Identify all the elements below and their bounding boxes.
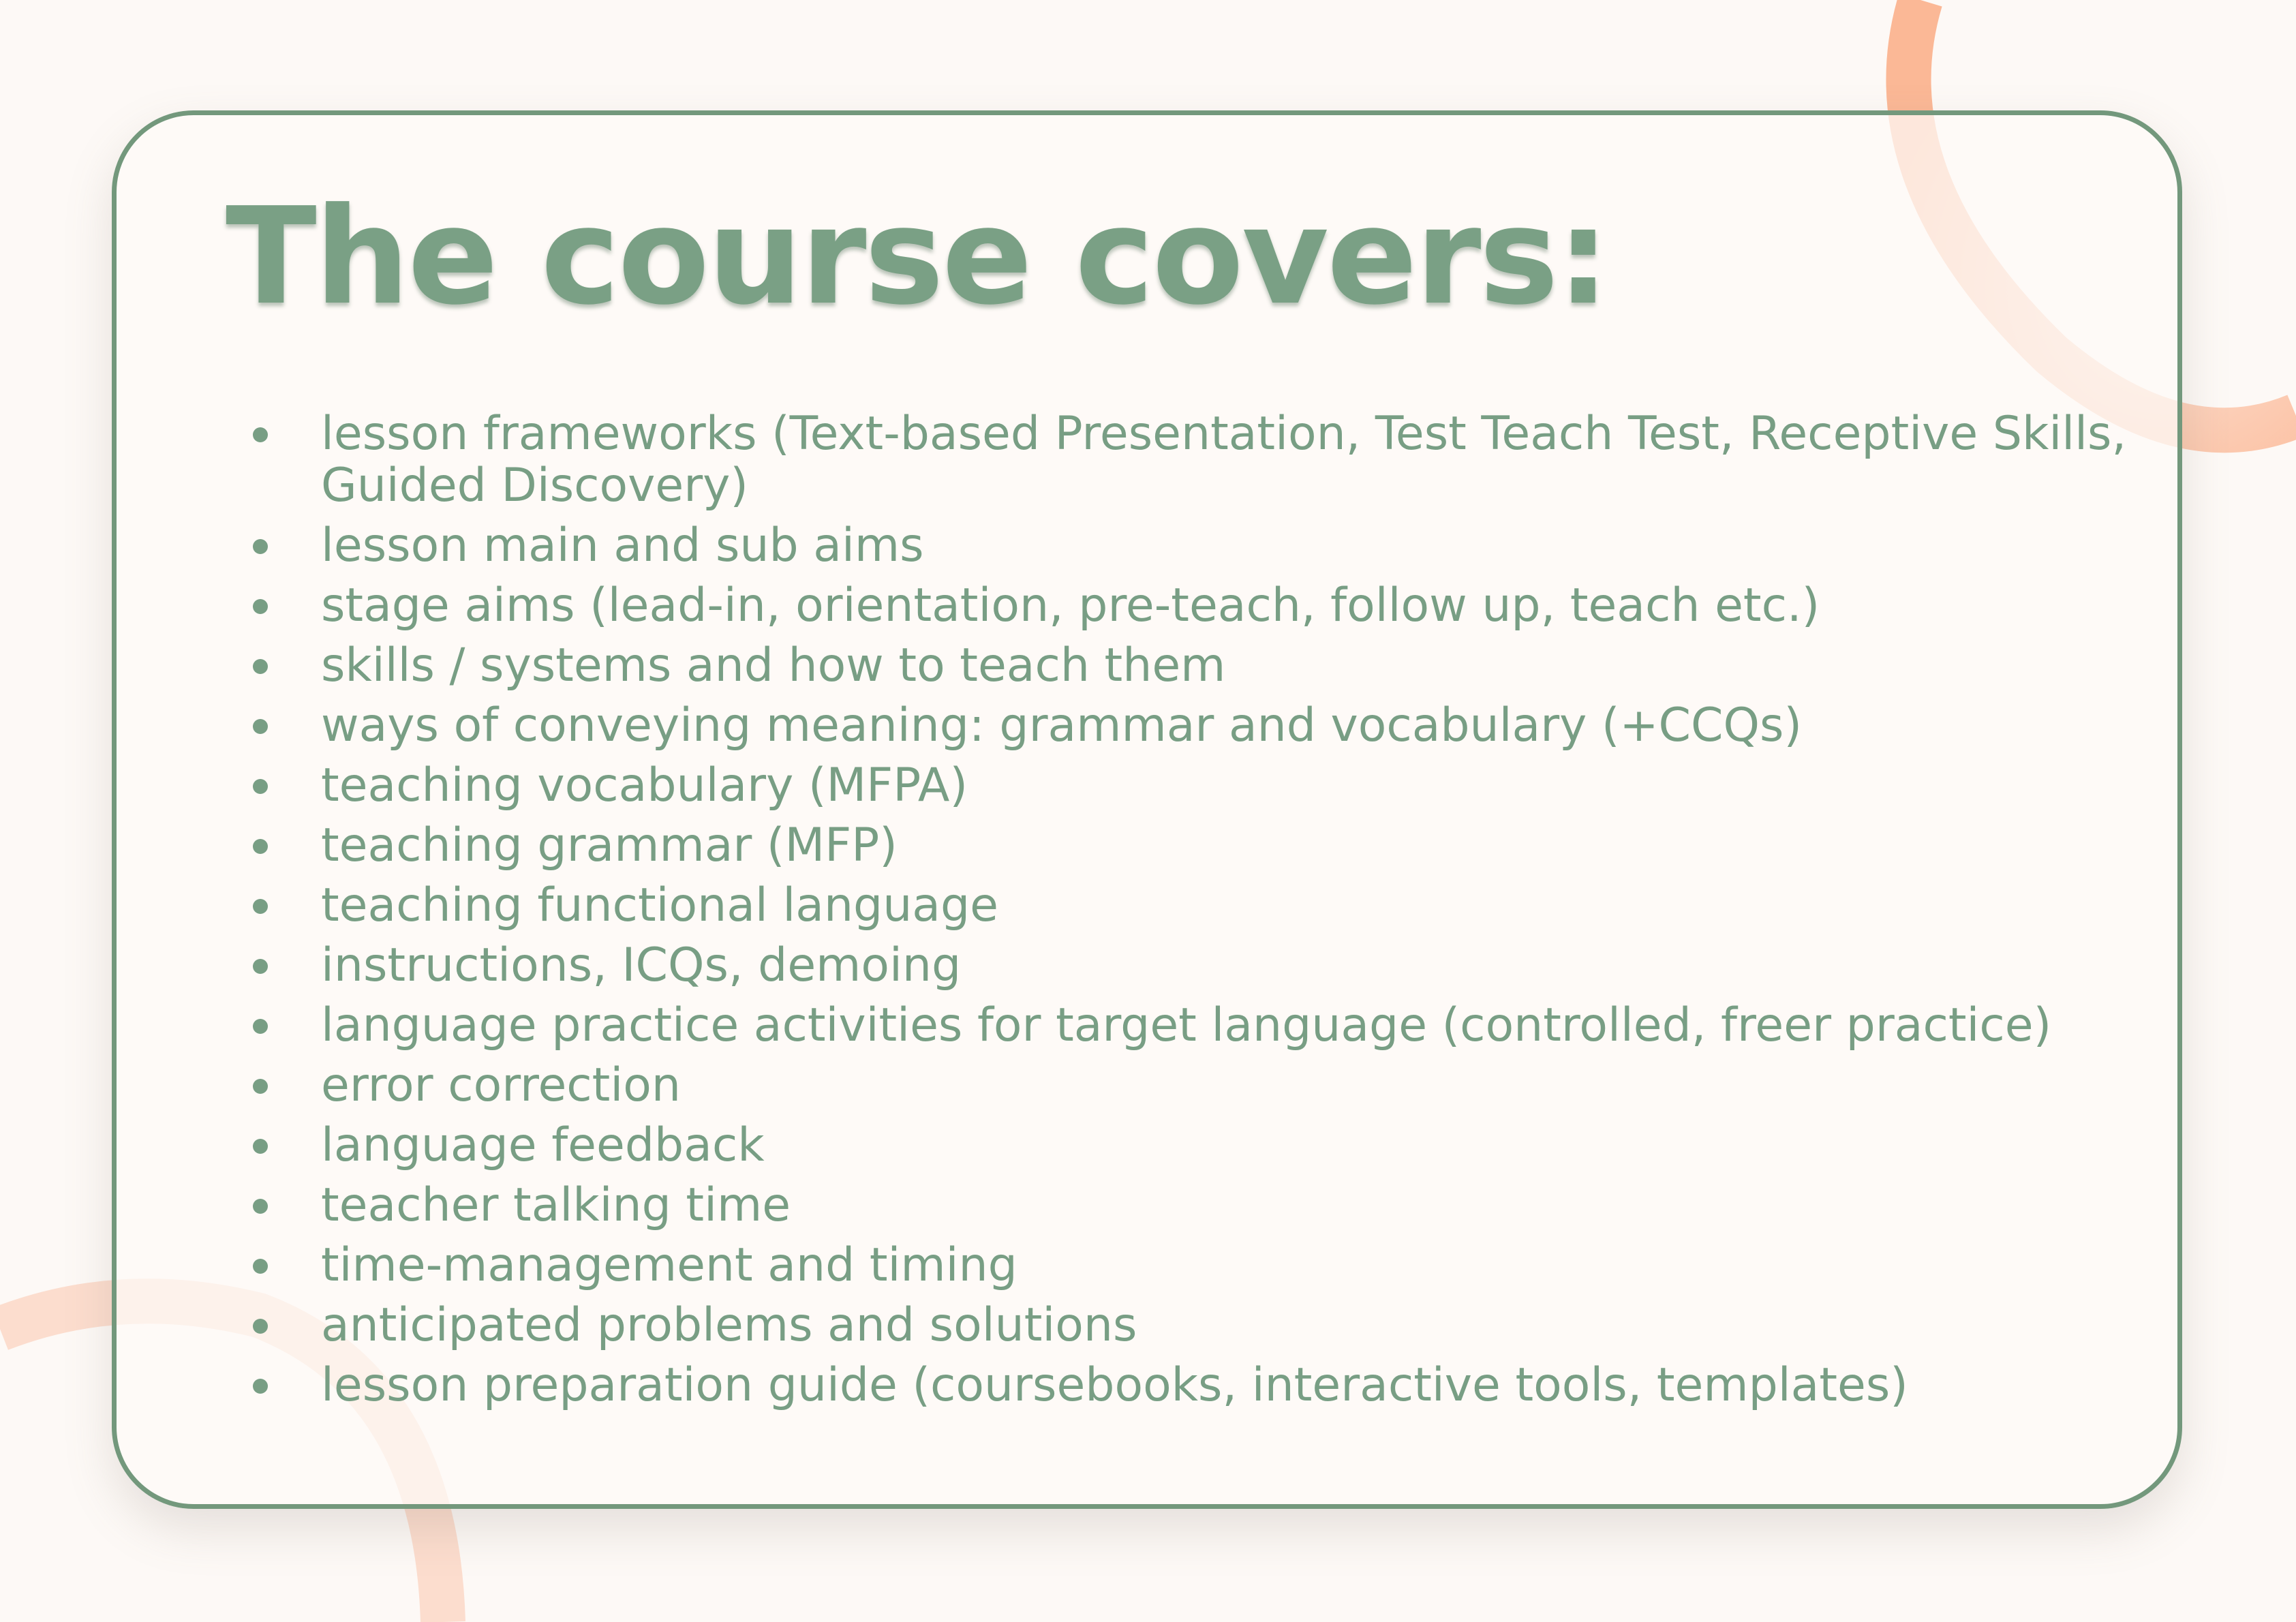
bullet-icon: [253, 959, 268, 974]
list-item-text: lesson preparation guide (coursebooks, interactive tools, templates): [321, 1358, 1908, 1412]
list-item-text: error correction: [321, 1058, 681, 1112]
topic-list: [253, 408, 2154, 1420]
list-item-text: time-management and timing: [321, 1238, 1017, 1292]
slide-title: The course covers:: [226, 179, 1608, 335]
list-item-text: anticipated problems and solutions: [321, 1298, 1137, 1352]
list-item: [253, 700, 2154, 752]
list-item: [253, 880, 2154, 932]
bullet-icon: [253, 659, 268, 674]
bullet-icon: [253, 1079, 268, 1094]
list-item: [253, 1000, 2154, 1052]
bullet-icon: [253, 1139, 268, 1154]
bullet-icon: [253, 427, 268, 442]
bullet-icon: [253, 899, 268, 914]
list-item-text: language practice activities for target language (controlled, freer practice): [321, 998, 2052, 1052]
bullet-icon: [253, 1319, 268, 1334]
list-item-text: language feedback: [321, 1118, 765, 1172]
list-item: [253, 1360, 2154, 1411]
list-item: [253, 760, 2154, 812]
bullet-icon: [253, 839, 268, 854]
bullet-icon: [253, 719, 268, 734]
list-item-text: lesson frameworks (Text-based Presentation, Test Teach Test, Receptive Skills, Guided Discovery): [321, 407, 2127, 512]
list-item-text: ways of conveying meaning: grammar and vocabulary (+CCQs): [321, 699, 1802, 752]
list-item: [253, 520, 2154, 572]
list-item-text: teaching vocabulary (MFPA): [321, 759, 968, 812]
list-item-text: skills / systems and how to teach them: [321, 639, 1226, 692]
bullet-icon: [253, 599, 268, 614]
list-item-text: lesson main and sub aims: [321, 519, 924, 572]
list-item: [253, 1180, 2154, 1231]
bullet-icon: [253, 1379, 268, 1394]
list-item: [253, 1240, 2154, 1291]
list-item: [253, 408, 2154, 512]
list-item-text: stage aims (lead-in, orientation, pre-teach, follow up, teach etc.): [321, 579, 1820, 632]
list-item: [253, 1120, 2154, 1172]
bullet-icon: [253, 539, 268, 554]
list-item-text: instructions, ICQs, demoing: [321, 938, 962, 992]
bullet-icon: [253, 779, 268, 794]
list-item-text: teaching grammar (MFP): [321, 818, 898, 872]
bullet-icon: [253, 1019, 268, 1034]
list-item: [253, 1060, 2154, 1112]
bullet-icon: [253, 1199, 268, 1214]
list-item: [253, 1300, 2154, 1351]
content-card: [112, 110, 2182, 1509]
list-item: [253, 640, 2154, 692]
list-item: [253, 820, 2154, 872]
list-item: [253, 580, 2154, 632]
list-item-text: teacher talking time: [321, 1178, 791, 1232]
list-item: [253, 940, 2154, 992]
list-item-text: teaching functional language: [321, 878, 998, 932]
bullet-icon: [253, 1259, 268, 1274]
